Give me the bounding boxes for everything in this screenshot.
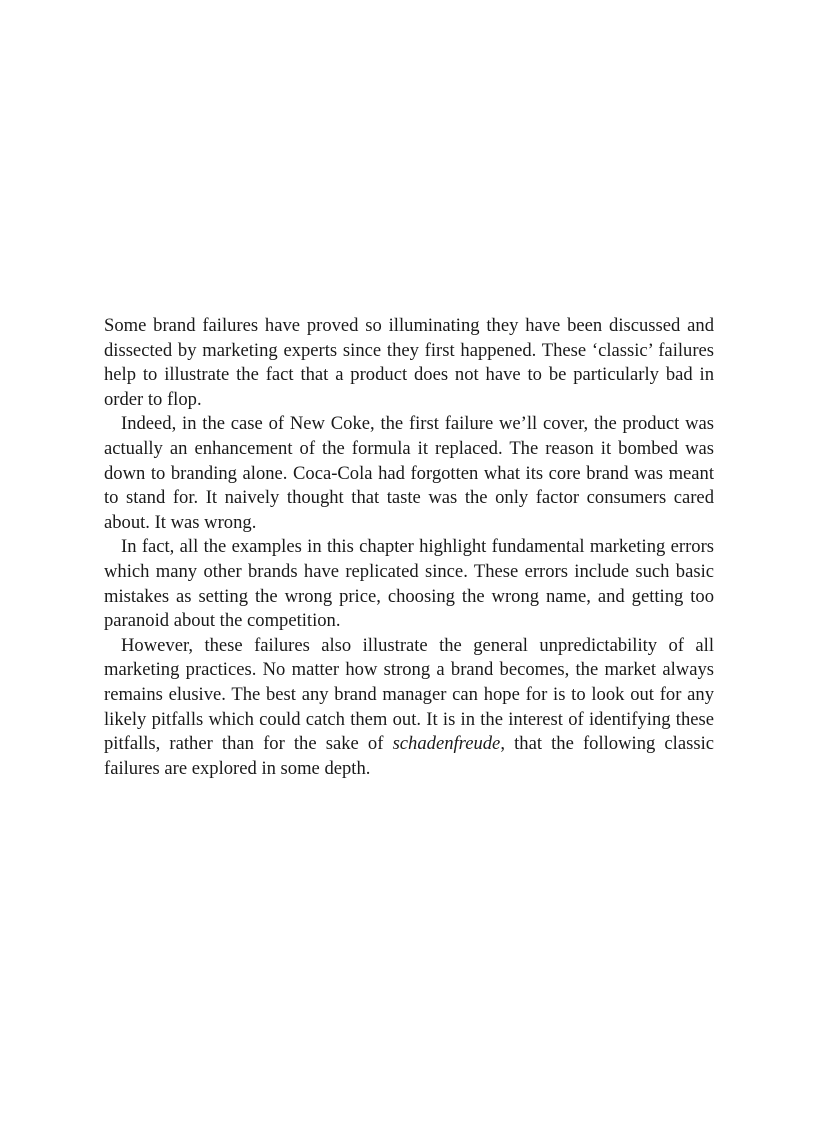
paragraph-4-text-after: , that the following classic failures are explored in some depth. [104, 733, 714, 779]
paragraph-1: Some brand failures have proved so illuminating they have been discussed and dissected by marketing experts since they first happened. These ‘classic’ failures help to illustrate the fact that a product does not have to be particularly bad in order to flop. [104, 315, 714, 410]
paragraph-4 [104, 634, 714, 782]
paragraph-4-text-before: However, these failures also illustrate the general unpredictability of all marketing practices. No matter how strong a brand becomes, the market always remains elusive. The best any brand manager can hope for is to look out for any likely pitfalls which could catch them out. It is in the interest of identifying these pitfalls, rather than for the sake of [104, 634, 714, 755]
paragraph-2: Indeed, in the case of New Coke, the first failure we’ll cover, the product was actually an enhancement of the formula it replaced. The reason it bombed was down to branding alone. Coca-Cola had forgotten what its core brand was meant to stand for. It naively thought that taste was the only factor consumers cared about. It was wrong. [104, 413, 714, 533]
paragraph-3: In fact, all the examples in this chapter highlight fundamental marketing errors which many other brands have replicated since. These errors include such basic mistakes as setting the wrong price, choosing the wrong name, and getting too paranoid about the competition. [104, 536, 714, 632]
paragraph-4-italic-term: schadenfreude [392, 733, 501, 755]
body-text [104, 314, 714, 781]
